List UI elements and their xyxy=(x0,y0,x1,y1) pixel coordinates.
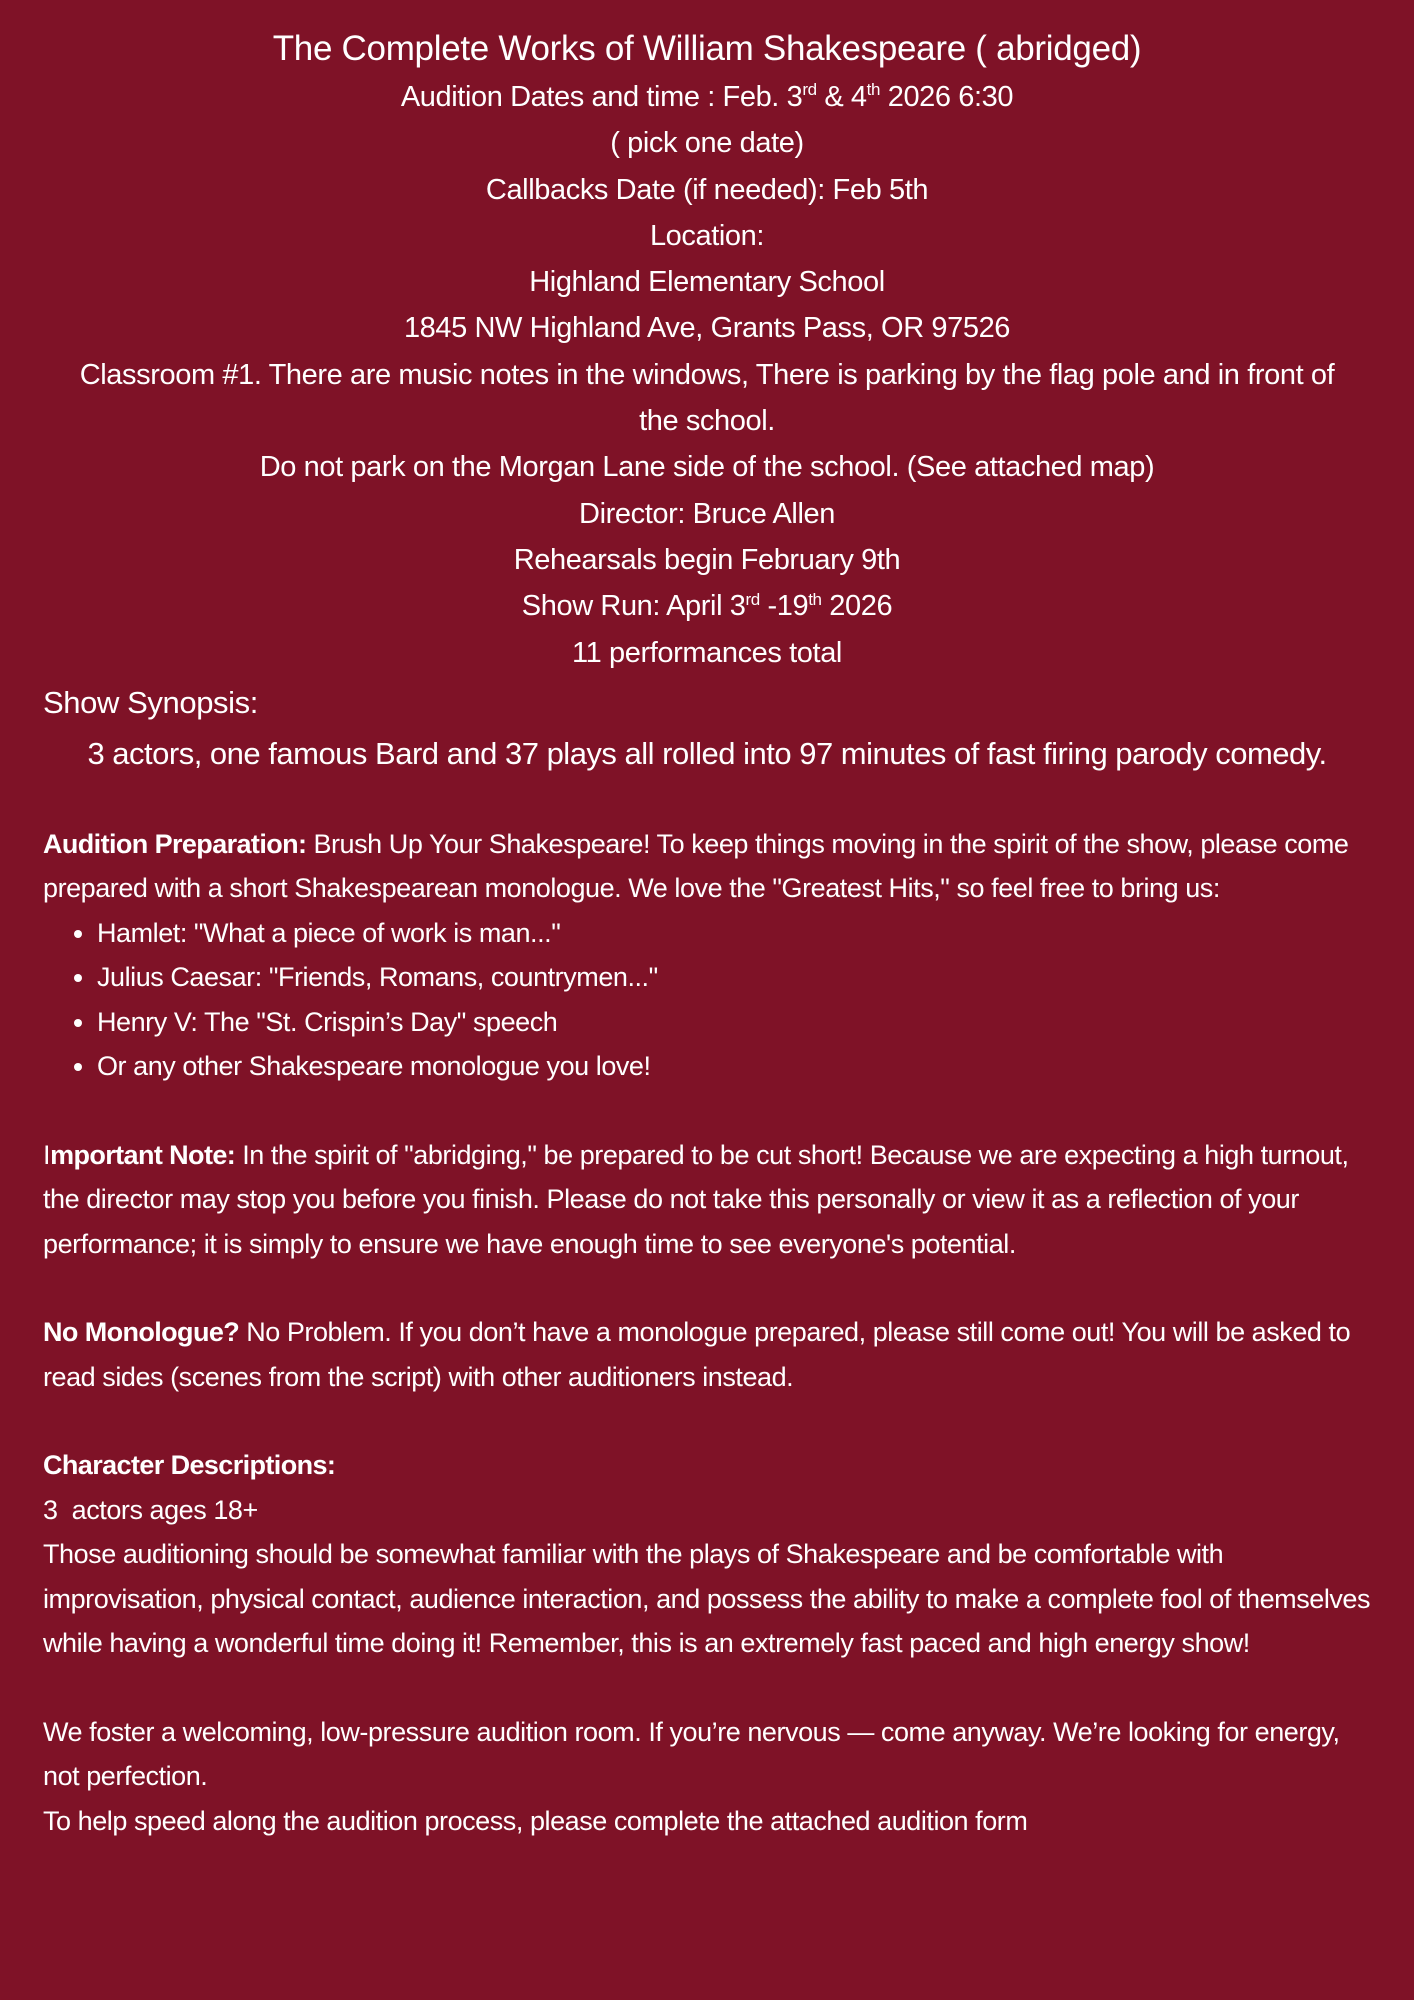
classroom-line-1: Classroom #1. There are music notes in the windows, There is parking by the flag pole and in front of xyxy=(79,358,1335,391)
school-name: Highland Elementary School xyxy=(529,266,885,299)
show-run-mid: -19 xyxy=(759,590,809,623)
show-run xyxy=(43,583,1371,629)
spacer xyxy=(43,1399,1371,1443)
performances-total: 11 performances total xyxy=(572,636,842,669)
synopsis-text: 3 actors, one famous Bard and 37 plays all rolled into 97 minutes of fast firing parody comedy. xyxy=(87,735,1327,771)
spacer xyxy=(43,1666,1371,1710)
classroom-line-2: the school. xyxy=(639,405,775,438)
important-note-label: mportant Note: xyxy=(50,1139,236,1170)
audition-dates-sup-2: th xyxy=(866,80,881,100)
spacer xyxy=(43,778,1371,822)
welcome-note: We foster a welcoming, low-pressure audition room. If you’re nervous — come anyway. We’re looking for energy, not perfection. xyxy=(43,1716,1340,1792)
list-item: • Hamlet: "What a piece of work is man..." xyxy=(97,911,1371,956)
list-item: • Or any other Shakespeare monologue you love! xyxy=(97,1044,1371,1089)
show-run-sup-1: rd xyxy=(745,589,760,609)
synopsis-heading: Show Synopsis: xyxy=(43,684,258,720)
list-item: • Julius Caesar: "Friends, Romans, countrymen..." xyxy=(97,955,1371,1000)
audition-dates-prefix: Audition Dates and time : Feb. 3 xyxy=(400,81,803,113)
callbacks-date: Callbacks Date (if needed): Feb 5th xyxy=(485,173,929,206)
audition-dates-sup-1: rd xyxy=(802,80,817,100)
monologue-list xyxy=(43,911,1371,1089)
page-title: The Complete Works of William Shakespeare ( abridged) xyxy=(272,29,1142,68)
audition-dates-suffix: 2026 6:30 xyxy=(880,81,1014,113)
character-descriptions-heading: Character Descriptions: xyxy=(43,1450,336,1481)
important-note-paragraph xyxy=(43,1133,1371,1267)
no-monologue-text: No Problem. If you don’t have a monologue prepared, please still come out! You will be asked to read sides (scenes from the script) with other auditioners instead. xyxy=(43,1317,1351,1392)
audition-form-note: To help speed along the audition process, please complete the attached audition form xyxy=(43,1805,1028,1836)
spacer xyxy=(43,1266,1371,1310)
pick-date-note: ( pick one date) xyxy=(610,127,804,160)
no-monologue-label: No Monologue? xyxy=(43,1317,240,1348)
no-monologue-paragraph xyxy=(43,1310,1371,1399)
director: Director: Bruce Allen xyxy=(579,497,835,530)
school-address: 1845 NW Highland Ave, Grants Pass, OR 97526 xyxy=(403,312,1011,345)
audition-dates-mid: & 4 xyxy=(816,81,867,113)
audition-prep-paragraph xyxy=(43,822,1371,911)
audition-dates xyxy=(43,74,1371,120)
important-note-initial: I xyxy=(43,1139,51,1170)
header-block xyxy=(43,24,1371,676)
show-run-prefix: Show Run: April 3 xyxy=(521,590,746,623)
character-description-text: Those auditioning should be somewhat familiar with the plays of Shakespeare and be comfortable with improvisation, physical contact, audience interaction, and possess the ability to make a complete fool of themselves while having a wonderful time doing it! Remember, this is an extremely fast paced and high energy show! xyxy=(43,1539,1371,1659)
rehearsals: Rehearsals begin February 9th xyxy=(513,543,901,576)
spacer xyxy=(43,1089,1371,1133)
actors-count: 3 actors ages 18+ xyxy=(43,1494,258,1525)
list-item: • Henry V: The "St. Crispin’s Day" speech xyxy=(97,1000,1371,1045)
location-label: Location: xyxy=(649,219,765,252)
parking-note: Do not park on the Morgan Lane side of the school. (See attached map) xyxy=(259,451,1155,484)
show-run-sup-2: th xyxy=(808,589,822,609)
audition-prep-text: Brush Up Your Shakespeare! To keep things moving in the spirit of the show, please come prepared with a short Shakespearean monologue. We love the "Greatest Hits," so feel free to bring us: xyxy=(43,828,1349,904)
show-run-suffix: 2026 xyxy=(821,590,893,623)
audition-prep-label: Audition Preparation: xyxy=(43,828,307,859)
important-note-text: In the spirit of "abridging," be prepared to be cut short! Because we are expecting a high turnout, the director may stop you before you finish. Please do not take this personally or view it as a reflection of your performance; it is simply to ensure we have enough time to see everyone's potential. xyxy=(43,1139,1349,1259)
